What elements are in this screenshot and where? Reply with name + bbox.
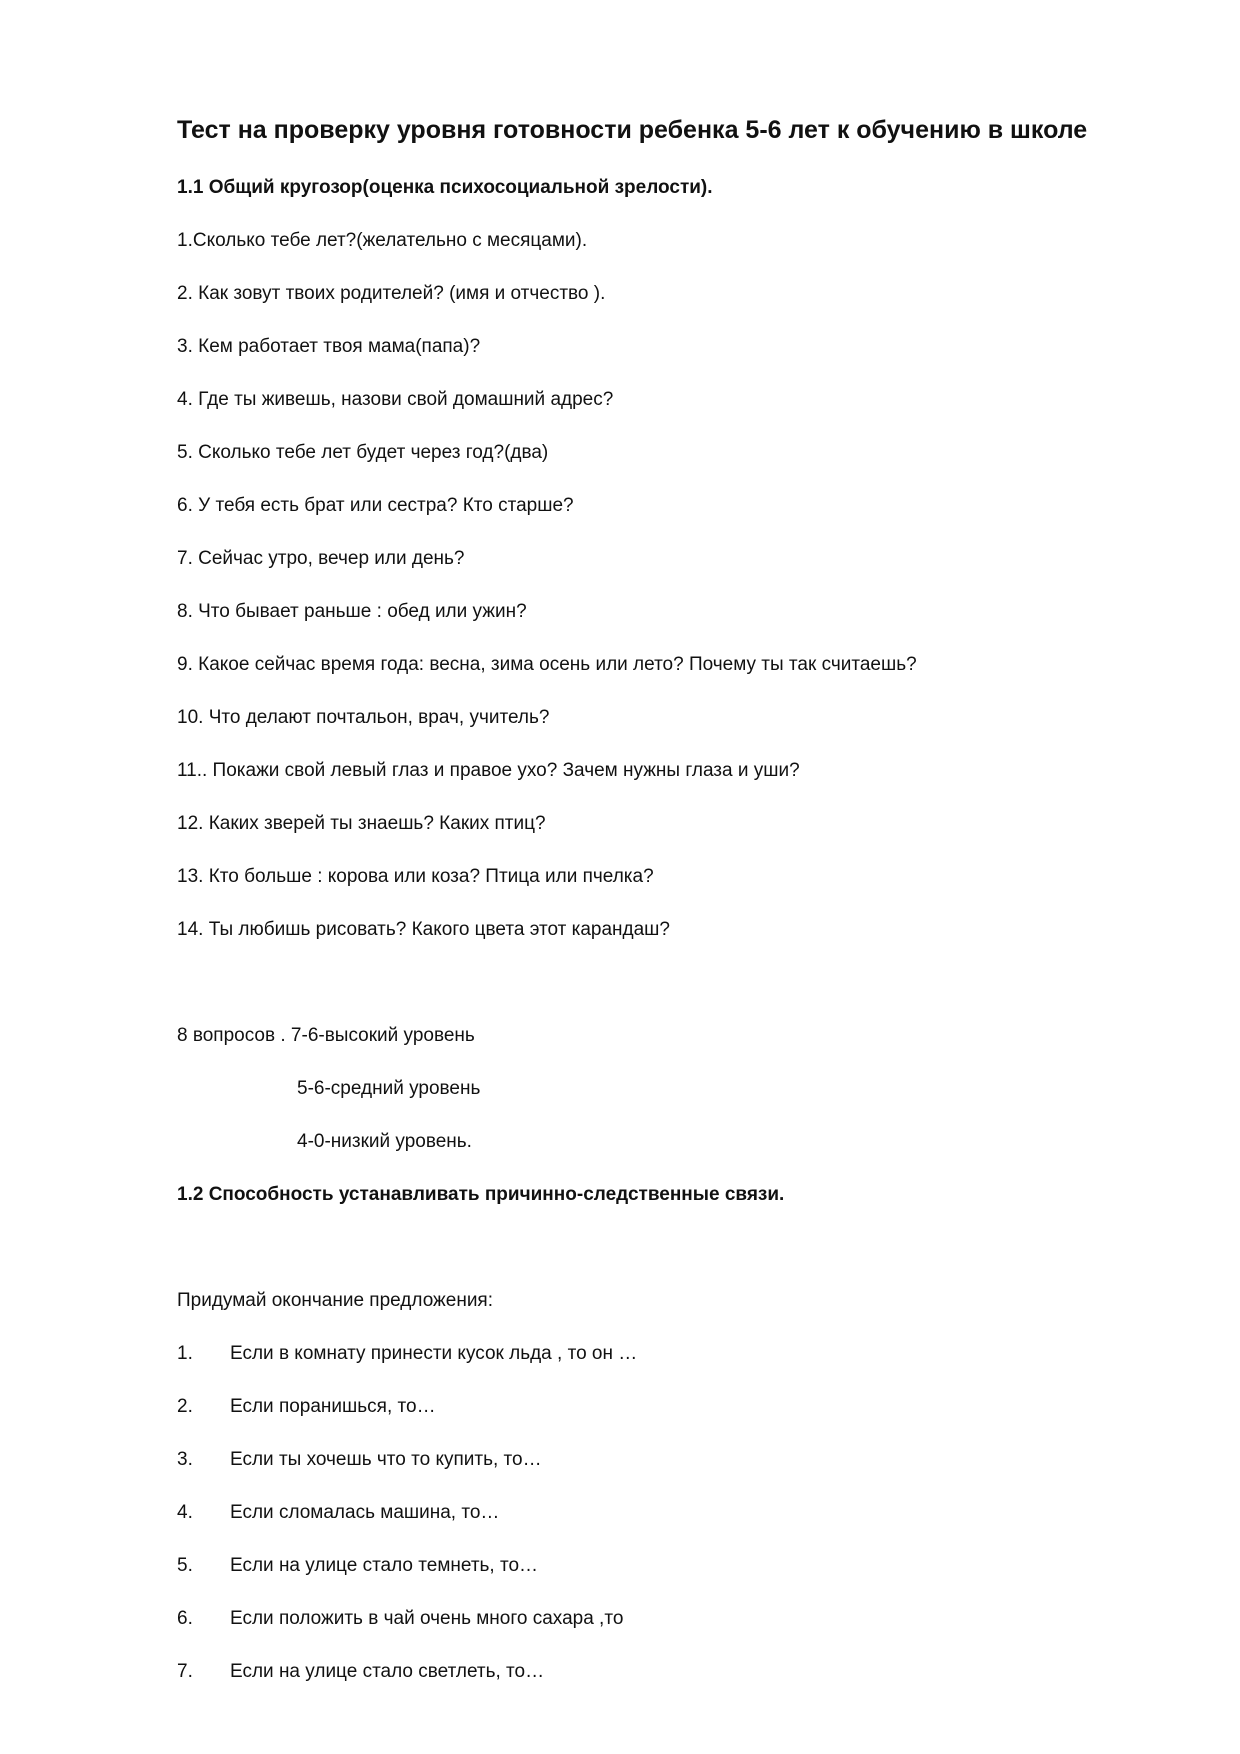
list-item-text: Если положить в чай очень много сахара ,то	[230, 1608, 624, 1629]
list-item	[177, 1394, 436, 1420]
list-item	[177, 1606, 623, 1632]
list-item-text: Если ты хочешь что то купить, то…	[230, 1449, 542, 1470]
list-item-text: Если сломалась машина, то…	[230, 1502, 500, 1523]
question-10: 10. Что делают почтальон, врач, учитель?	[177, 707, 550, 728]
question-9: 9. Какое сейчас время года: весна, зима осень или лето? Почему ты так считаешь?	[177, 654, 917, 675]
question-14: 14. Ты любишь рисовать? Какого цвета этот карандаш?	[177, 919, 670, 940]
list-item-number: 1.	[177, 1343, 193, 1364]
question-1: 1.Сколько тебе лет?(желательно с месяцами).	[177, 230, 588, 251]
section-2-instruction: Придумай окончание предложения:	[177, 1290, 493, 1311]
list-item-number: 6.	[177, 1608, 193, 1629]
question-11: 11.. Покажи свой левый глаз и правое ухо? Зачем нужны глаза и уши?	[177, 760, 800, 781]
list-item-number: 2.	[177, 1396, 193, 1417]
question-3: 3. Кем работает твоя мама(папа)?	[177, 336, 481, 357]
list-item-number: 7.	[177, 1661, 193, 1682]
list-item	[177, 1553, 538, 1579]
scoring-line-3: 4-0-низкий уровень.	[297, 1131, 472, 1152]
document-title: Тест на проверку уровня готовности ребенка 5-6 лет к обучению в школе	[177, 116, 1088, 144]
list-item	[177, 1341, 637, 1367]
section-1-heading: 1.1 Общий кругозор(оценка психосоциальной зрелости).	[177, 177, 713, 198]
list-item	[177, 1659, 544, 1685]
list-item-text: Если на улице стало темнеть, то…	[230, 1555, 539, 1576]
list-item	[177, 1447, 542, 1473]
list-item-number: 3.	[177, 1449, 193, 1470]
question-4: 4. Где ты живешь, назови свой домашний адрес?	[177, 389, 614, 410]
list-item-text: Если в комнату принести кусок льда , то он …	[230, 1343, 638, 1364]
question-8: 8. Что бывает раньше : обед или ужин?	[177, 601, 527, 622]
question-12: 12. Каких зверей ты знаешь? Каких птиц?	[177, 813, 546, 834]
list-item	[177, 1500, 499, 1526]
question-6: 6. У тебя есть брат или сестра? Кто старше?	[177, 495, 574, 516]
question-13: 13. Кто больше : корова или коза? Птица или пчелка?	[177, 866, 654, 887]
list-item-text: Если на улице стало светлеть, то…	[230, 1661, 545, 1682]
scoring-line-1: 8 вопросов . 7-6-высокий уровень	[177, 1025, 475, 1046]
section-2-heading: 1.2 Способность устанавливать причинно-следственные связи.	[177, 1184, 785, 1205]
question-2: 2. Как зовут твоих родителей? (имя и отчество ).	[177, 283, 606, 304]
list-item-number: 4.	[177, 1502, 193, 1523]
question-7: 7. Сейчас утро, вечер или день?	[177, 548, 465, 569]
list-item-number: 5.	[177, 1555, 193, 1576]
list-item-text: Если поранишься, то…	[230, 1396, 436, 1417]
scoring-line-2: 5-6-средний уровень	[297, 1078, 481, 1099]
question-5: 5. Сколько тебе лет будет через год?(два)	[177, 442, 549, 463]
